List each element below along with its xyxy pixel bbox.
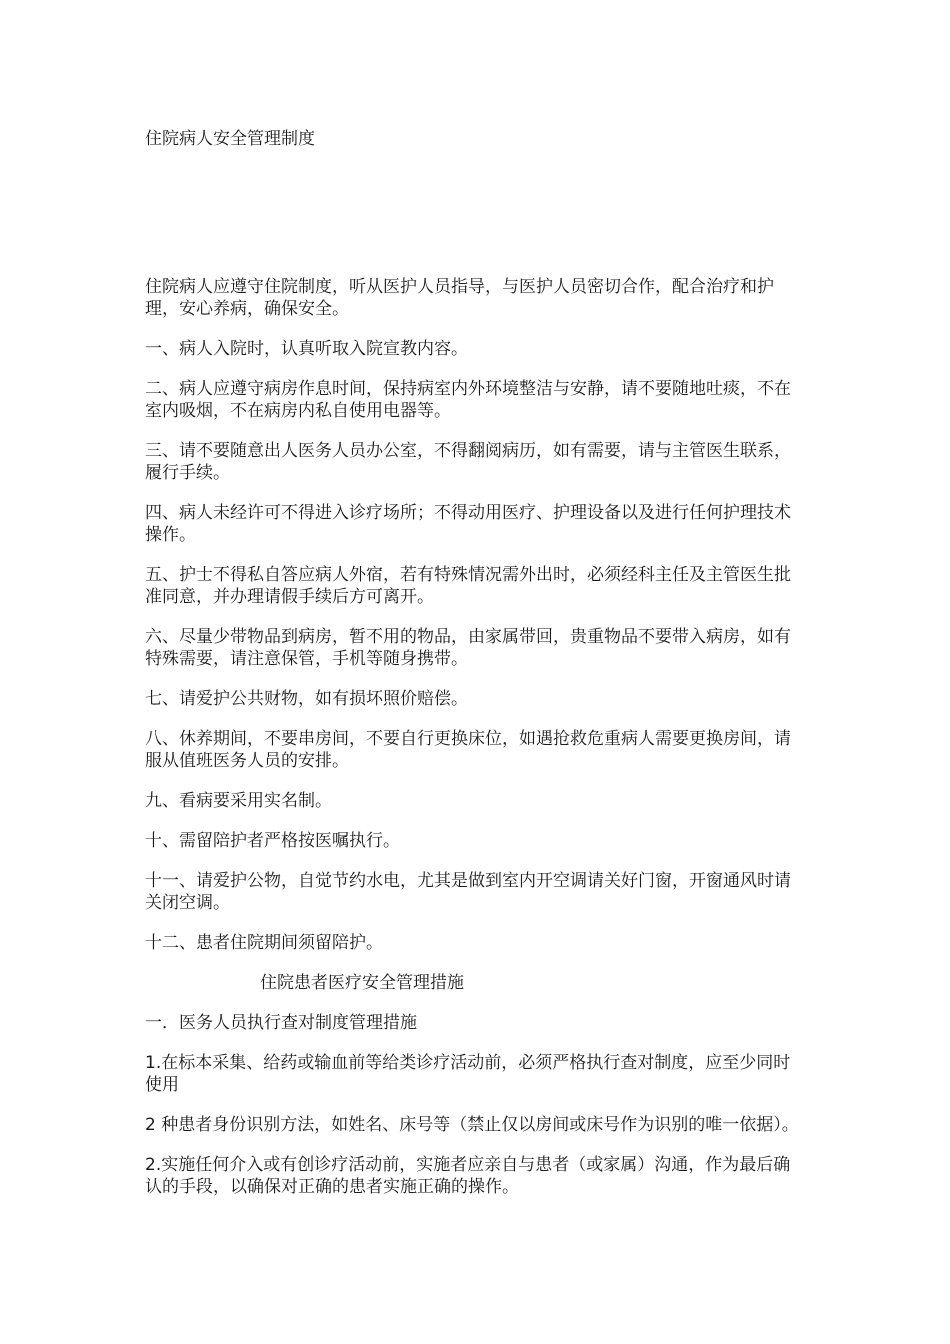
- rule-7: 七、请爱护公共财物，如有损坏照价赔偿。: [145, 689, 468, 709]
- rule-12: 十二、患者住院期间须留陪护。: [145, 933, 383, 953]
- intro-paragraph: 住院病人应遵守住院制度，听从医护人员指导，与医护人员密切合作，配合治疗和护理，安心养病，确保安全。: [145, 277, 774, 319]
- rule-5: 五、护士不得私自答应病人外宿，若有特殊情况需外出时，必须经科主任及主管医生批准同意，并办理请假手续后方可离开。: [145, 565, 791, 607]
- rule-3: 三、请不要随意出人医务人员办公室，不得翻阅病历，如有需要，请与主管医生联系，履行手续。: [145, 441, 791, 483]
- rule-11: 十一、请爱护公物，自觉节约水电，尤其是做到室内开空调请关好门窗，开窗通风时请关闭空调。: [145, 871, 791, 913]
- section-title: 住院患者医疗安全管理措施: [260, 973, 464, 993]
- measure-item-1: 1.在标本采集、给药或输血前等给类诊疗活动前，必须严格执行查对制度，应至少同时使用: [145, 1053, 791, 1095]
- document-title: 住院病人安全管理制度: [145, 129, 315, 149]
- rule-1: 一、病人入院时，认真听取入院宣教内容。: [145, 339, 468, 359]
- rule-4: 四、病人未经许可不得进入诊疗场所；不得动用医疗、护理设备以及进行任何护理技术操作。: [145, 503, 791, 545]
- measure-heading: 一．医务人员执行查对制度管理措施: [145, 1013, 417, 1033]
- document-body: [145, 276, 805, 1216]
- rule-10: 十、需留陪护者严格按医嘱执行。: [145, 831, 400, 851]
- rule-9: 九、看病要采用实名制。: [145, 791, 332, 811]
- measure-item-2: 2.实施任何介入或有创诊疗活动前，实施者应亲自与患者（或家属）沟通，作为最后确认的手段，以确保对正确的患者实施正确的操作。: [145, 1155, 791, 1197]
- rule-8: 八、休养期间，不要串房间，不要自行更换床位，如遇抢救危重病人需要更换房间，请服从值班医务人员的安排。: [145, 729, 791, 771]
- rule-2: 二、病人应遵守病房作息时间，保持病室内外环境整洁与安静，请不要随地吐痰，不在室内吸烟，不在病房内私自使用电器等。: [145, 379, 791, 421]
- rule-6: 六、尽量少带物品到病房，暂不用的物品，由家属带回，贵重物品不要带入病房，如有特殊需要，请注意保管，手机等随身携带。: [145, 627, 791, 669]
- measure-item-1-cont: 2 种患者身份识别方法，如姓名、床号等（禁止仅以房间或床号作为识别的唯一依据）。: [145, 1115, 799, 1135]
